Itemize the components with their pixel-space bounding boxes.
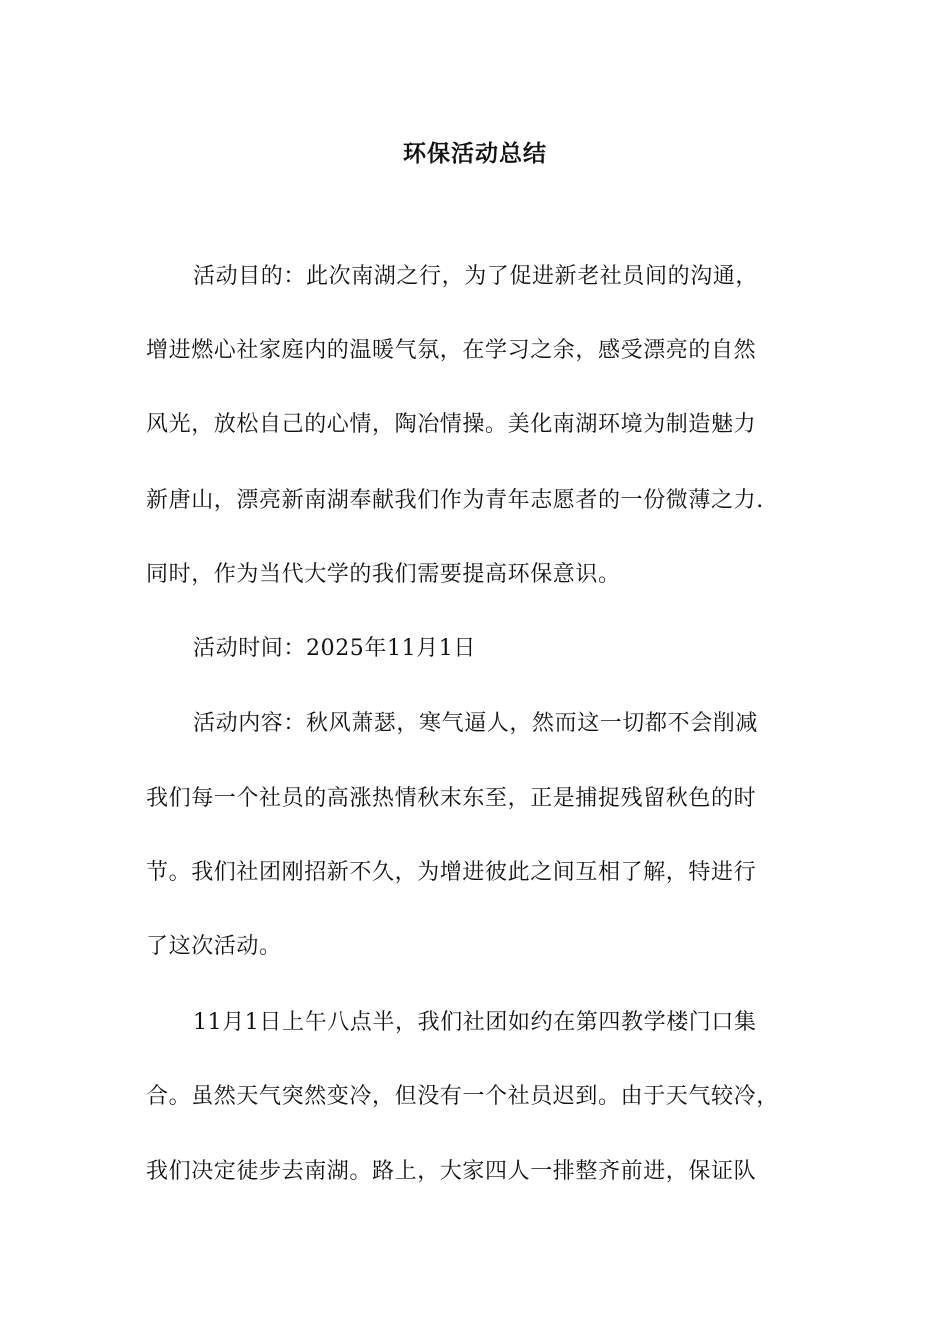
paragraph-line: 活动目的：此次南湖之行，为了促进新老社员间的沟通， xyxy=(193,264,759,289)
paragraph-line: 活动内容：秋风萧瑟，寒气逼人，然而这一切都不会削减 xyxy=(193,711,759,736)
paragraph-line: 合。虽然天气突然变冷，但没有一个社员迟到。由于天气较冷， xyxy=(146,1084,779,1109)
paragraph-line: 增进燃心社家庭内的温暖气氛，在学习之余，感受漂亮的自然 xyxy=(146,338,757,363)
paragraph-line: 了这次活动。 xyxy=(146,934,282,959)
paragraph-line: 我们决定徒步去南湖。路上，大家四人一排整齐前进，保证队 xyxy=(146,1159,757,1184)
paragraph-line: 同时，作为当代大学的我们需要提高环保意识。 xyxy=(146,562,621,587)
paragraph-line: 11月1日上午八点半，我们社团如约在第四教学楼门口集 xyxy=(193,1010,757,1035)
paragraph-line: 节。我们社团刚招新不久，为增进彼此之间互相了解，特进行 xyxy=(146,860,757,885)
paragraph-line: 新唐山，漂亮新南湖奉献我们作为青年志愿者的一份微薄之力. xyxy=(146,488,764,513)
paragraph-line: 风光，放松自己的心情，陶冶情操。美化南湖环境为制造魅力 xyxy=(146,412,757,437)
activity-time: 活动时间：2025年11月1日 xyxy=(193,636,476,661)
paragraph-line: 我们每一个社员的高涨热情秋末东至，正是捕捉残留秋色的时 xyxy=(146,786,757,811)
document-title: 环保活动总结 xyxy=(403,140,547,167)
